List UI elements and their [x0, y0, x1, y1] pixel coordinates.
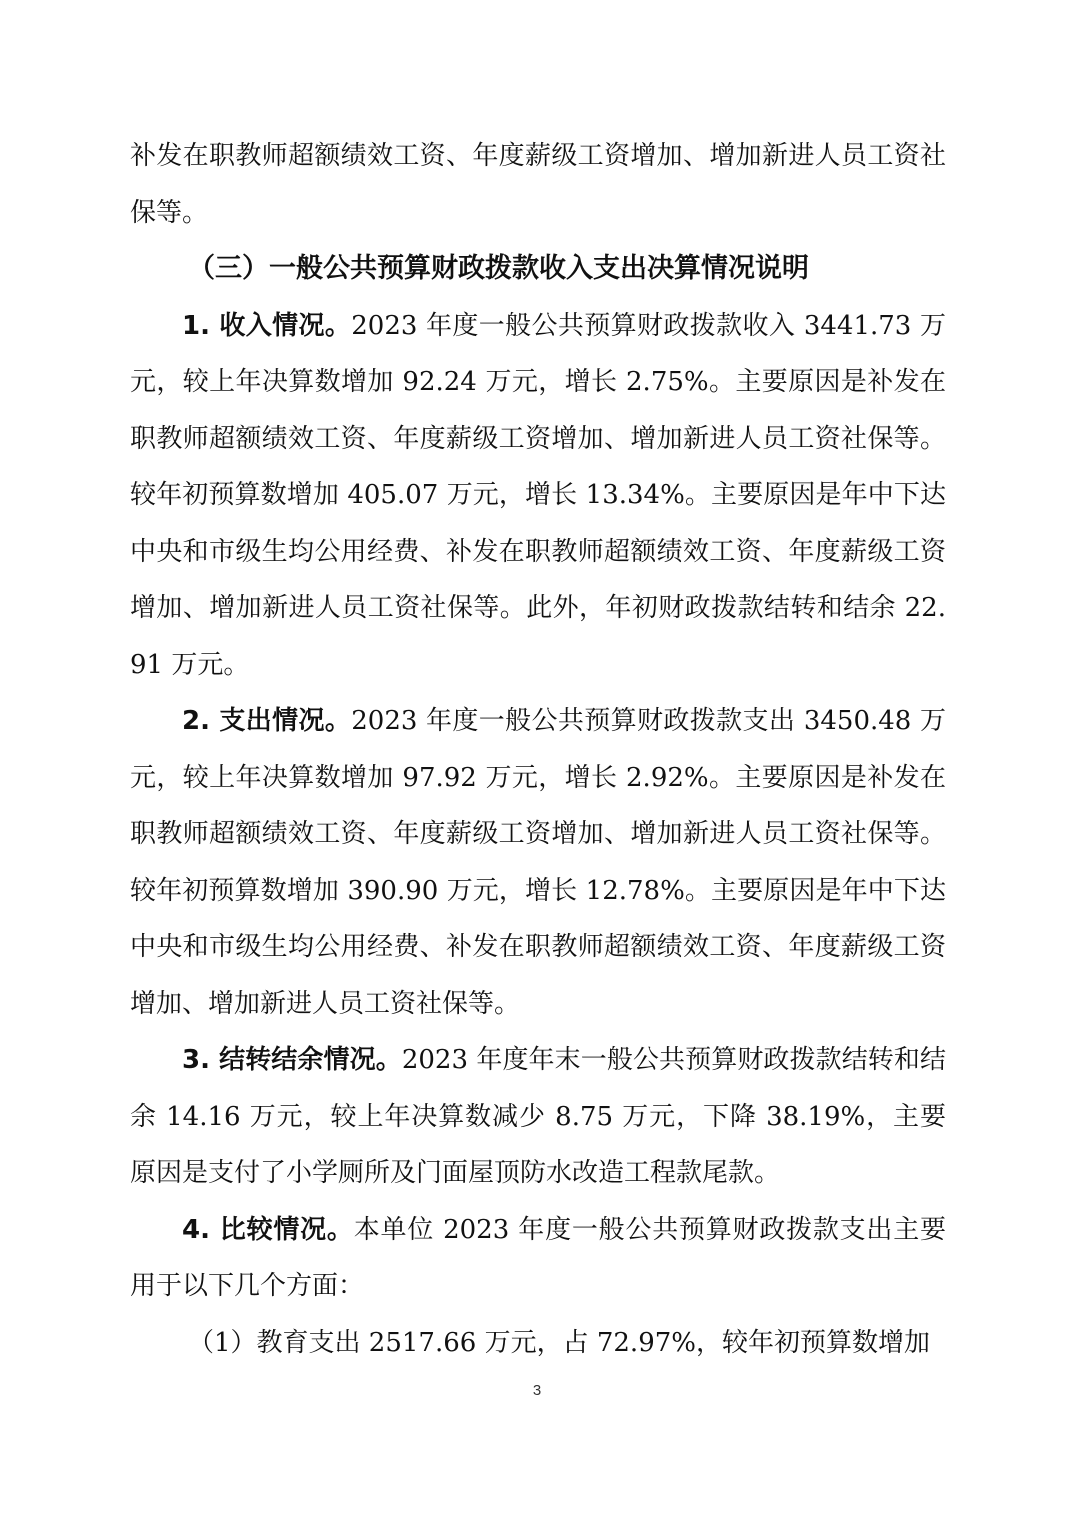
sub-item-education: （1）教育支出 2517.66 万元，占 72.97%，较年初预算数增加: [188, 1327, 930, 1358]
paragraph-expenditure: [130, 693, 946, 1032]
paragraph-income: [130, 298, 946, 694]
paragraph-comparison: [130, 1202, 946, 1315]
continuation-paragraph: 补发在职教师超额绩效工资、年度薪级工资增加、增加新进人员工资社保等。: [130, 141, 946, 228]
paragraph-comparison-text: 本单位 2023 年度一般公共预算财政拨款支出主要用于以下几个方面：: [130, 1214, 946, 1301]
paragraph-balance: [130, 1032, 946, 1202]
paragraph-expenditure-lead: 2. 支出情况。: [182, 706, 352, 736]
paragraph-comparison-lead: 4. 比较情况。: [182, 1214, 354, 1245]
paragraph-expenditure-text: 2023 年度一般公共预算财政拨款支出 3450.48 万元，较上年决算数增加 97.92 万元，增长 2.92%。主要原因是补发在职教师超额绩效工资、年度薪级工资增加、增加新进人员工资社保等。较年初预算数增加 390.90 万元，增长 12.78%。主要原因是年中下达中央和市级生均公用经费、补发在职教师超额绩效工资、年度薪级工资增加、增加新进人员工资社保等。: [130, 706, 946, 1019]
paragraph-balance-lead: 3. 结转结余情况。: [182, 1045, 402, 1075]
section-heading: （三）一般公共预算财政拨款收入支出决算情况说明: [188, 253, 809, 284]
paragraph-balance-text: 2023 年度年末一般公共预算财政拨款结转和结余 14.16 万元，较上年决算数减少 8.75 万元，下降 38.19%，主要原因是支付了小学厕所及门面屋顶防水改造工程款尾款。: [130, 1045, 946, 1188]
page-number: 3: [532, 1382, 542, 1399]
document-body: [130, 128, 946, 1371]
paragraph-income-text: 2023 年度一般公共预算财政拨款收入 3441.73 万元，较上年决算数增加 92.24 万元，增长 2.75%。主要原因是补发在职教师超额绩效工资、年度薪级工资增加、增加新进人员工资社保等。较年初预算数增加 405.07 万元，增长 13.34%。主要原因是年中下达中央和市级生均公用经费、补发在职教师超额绩效工资、年度薪级工资增加、增加新进人员工资社保等。此外，年初财政拨款结转和结余 22.91 万元。: [130, 310, 946, 680]
paragraph-income-lead: 1. 收入情况。: [182, 310, 352, 341]
